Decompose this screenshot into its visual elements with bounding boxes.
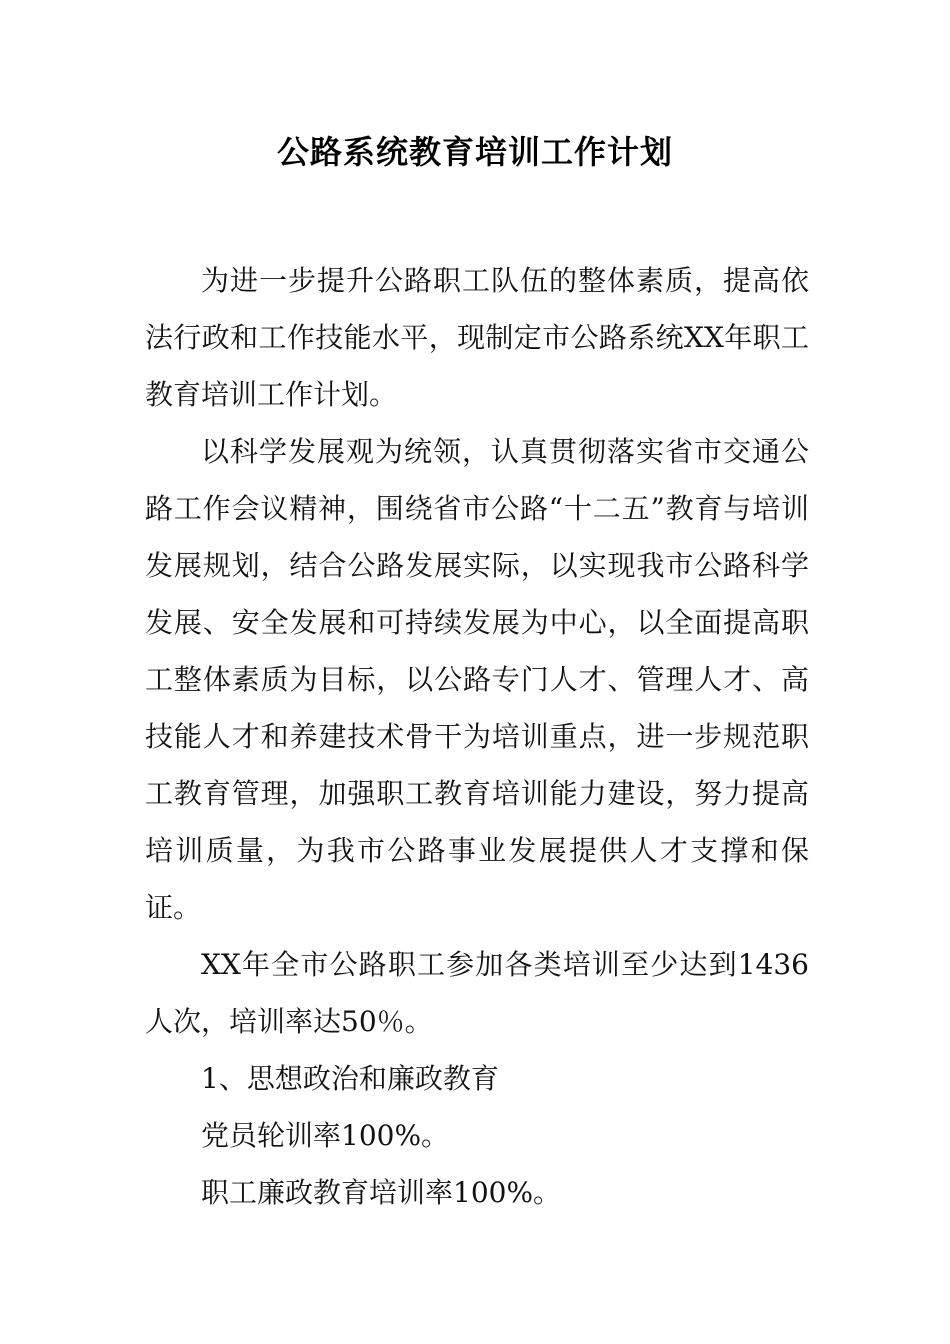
paragraph-intro: 为进一步提升公路职工队伍的整体素质，提高依法行政和工作技能水平，现制定市公路系统XX年职工教育培训工作计划。 [145,264,809,411]
document-body [145,252,809,1221]
section-heading-political-education: 1、思想政治和廉政教育 [201,1062,499,1095]
document-title: 公路系统教育培训工作计划 [276,133,673,171]
paragraph-party-training-rate: 党员轮训率100%。 [201,1119,450,1152]
paragraph-integrity-training-rate: 职工廉政教育培训率100%。 [201,1176,562,1209]
paragraph-guiding-principle: 以科学发展观为统领，认真贯彻落实省市交通公路工作会议精神，围绕省市公路“十二五”教育与培训发展规划，结合公路发展实际，以实现我市公路科学发展、安全发展和可持续发展为中心，以全面提高职工整体素质为目标，以公路专门人才、管理人才、高技能人才和养建技术骨干为培训重点，进一步规范职工教育管理，加强职工教育培训能力建设，努力提高培训质量，为我市公路事业发展提供人才支撑和保证。 [145,435,809,924]
paragraph-training-target: XX年全市公路职工参加各类培训至少达到1436人次，培训率达50％。 [145,948,809,1038]
